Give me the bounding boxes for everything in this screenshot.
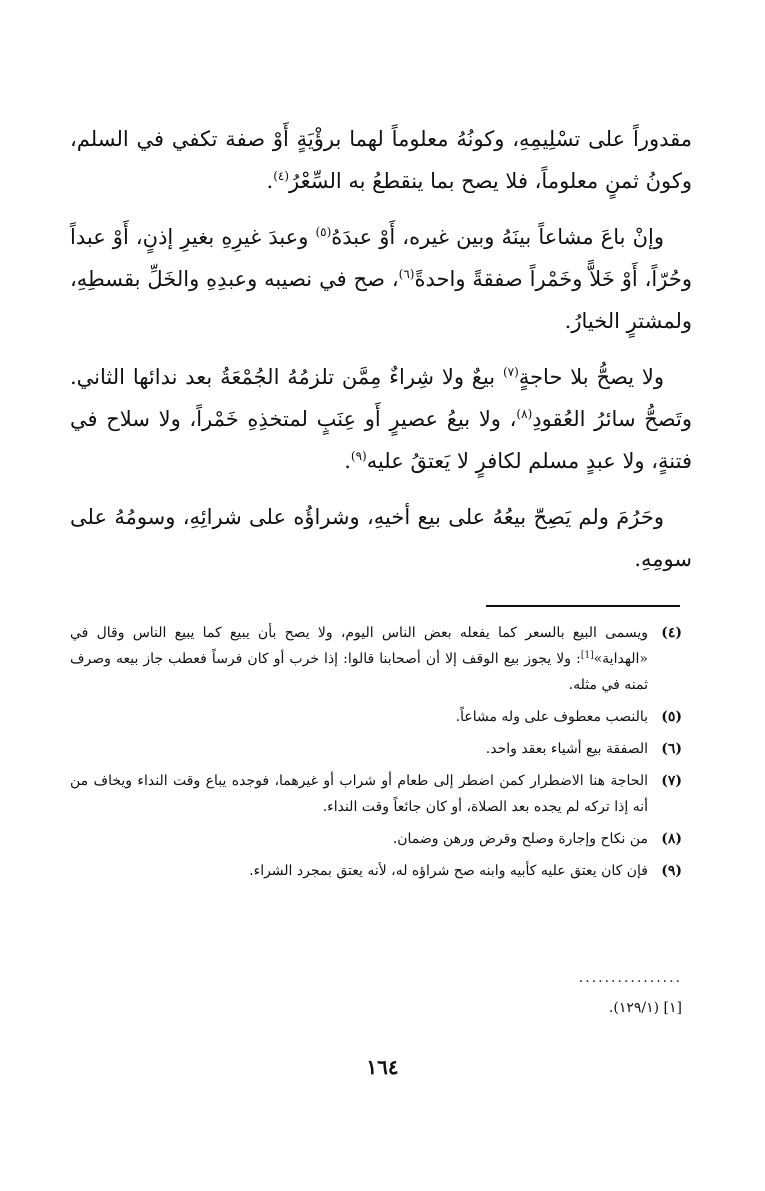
paragraph-end: .	[266, 169, 274, 193]
footnote	[70, 736, 682, 762]
editor-reference: [١] (١٢٩/١).	[608, 1000, 682, 1016]
footnote-text: بالنصب معطوف على وله مشاعاً.	[455, 709, 648, 725]
paragraph-4: وحَرُمَ ولم يَصِحّ بيعُهُ على بيع أخيهِ، وشراؤُه على شرائِهِ، وسومُهُ على سومِهِ.	[70, 505, 692, 571]
footnote-text: الحاجة هنا الاضطرار كمن اضطر إلى طعام أو شراب أو غيرهما، فوجده يباع وقت النداء ويخاف من أنه إذا تركه لم يجده بعد الصلاة، أو كان جائعاً وقت النداء.	[70, 773, 648, 815]
footnote	[70, 768, 682, 820]
footnote	[70, 858, 682, 884]
page-number: ١٦٤	[366, 1055, 399, 1079]
footnote-number: (٦)	[661, 741, 682, 757]
paragraph-1	[70, 118, 692, 202]
footnote-number: (٧)	[661, 773, 682, 789]
dotted-separator: ................	[578, 970, 682, 986]
footnote-separator-rule	[486, 605, 680, 607]
footnote-text	[70, 620, 648, 698]
paragraph-text: مقدوراً على تسْلِيمِهِ، وكونُهُ معلوماً لهما برؤْيَةٍ أَوْ صفة تكفي في السلم، وكونُ ثمنٍ معلوماً، فلا يصح بما ينقطعُ به السِّعْرُ	[70, 127, 692, 193]
paragraph-text: ولا يصحُّ بلا حاجةٍ	[518, 365, 665, 389]
footnote-text-part: : ولا يجوز بيع الوقف إلا أن أصحابنا قالوا: إذا خرب أو كان فرساً فعطب جاز بيعه وصرف ثمنه في مثله.	[70, 651, 648, 693]
paragraph-text: ، ولا بيعُ عصيرٍ أَو عِنَبٍ لمتخذِهِ خَمْراً، ولا سلاح في فتنةٍ، ولا عبدٍ مسلم لكافرٍ لا يَعتقُ عليه	[70, 407, 692, 473]
footnote	[70, 620, 682, 698]
footnote-marker: (٥)	[315, 225, 332, 239]
footnote-text: الصفقة بيع أشياء بعقد واحد.	[485, 741, 648, 757]
editor-ref-marker: [1]	[580, 650, 594, 661]
footnote-marker: (٦)	[398, 267, 415, 281]
footnote-number: (٤)	[661, 625, 682, 641]
footnote-marker: (٩)	[350, 449, 367, 463]
paragraph-text: وإنْ باعَ مشاعاً بينَهُ وبين غيره، أَوْ عبدَهُ	[331, 225, 664, 249]
paragraph-3	[70, 356, 692, 482]
footnote-marker: (٧)	[502, 365, 519, 379]
footnote	[70, 704, 682, 730]
footnote-number: (٩)	[661, 863, 682, 879]
footnotes	[70, 620, 682, 890]
footnote	[70, 826, 682, 852]
footnote-marker: (٨)	[516, 407, 533, 421]
paragraph-text: ، صح في نصيبه وعبدِهِ والخَلِّ بقسطِهِ، ولمشترٍ الخيارُ.	[70, 267, 692, 333]
footnote-text: من نكاح وإجارة وصلح وقرض ورهن وضمان.	[392, 831, 648, 847]
paragraph-text: بيعٌ ولا شِراءٌ مِمَّن تلزمُهُ الجُمْعَةُ بعد ندائها الثاني. وتَصحُّ سائرُ العُقودِ	[70, 365, 692, 431]
footnote-number: (٨)	[661, 831, 682, 847]
paragraph-text: .	[344, 449, 351, 473]
footnote-text: فإن كان يعتق عليه كأبيه وابنه صح شراؤه له، لأنه يعتق بمجرد الشراء.	[249, 863, 648, 879]
main-text	[70, 118, 692, 594]
paragraph-2	[70, 216, 692, 342]
footnote-marker: (٤)	[273, 169, 290, 183]
footnote-number: (٥)	[661, 709, 682, 725]
paragraph-text: وعبدَ غيرِهِ بغيرِ إذنٍ، أَوْ عبداً وحُرّاً، أَوْ خَلاًّ وخَمْراً صفقةً واحدةً	[70, 225, 692, 291]
footnote-text-part: ويسمى البيع بالسعر كما يفعله بعض الناس اليوم، ولا يصح بأن يبيع كما يبيع الناس وقال في «الهداية»	[70, 625, 648, 667]
